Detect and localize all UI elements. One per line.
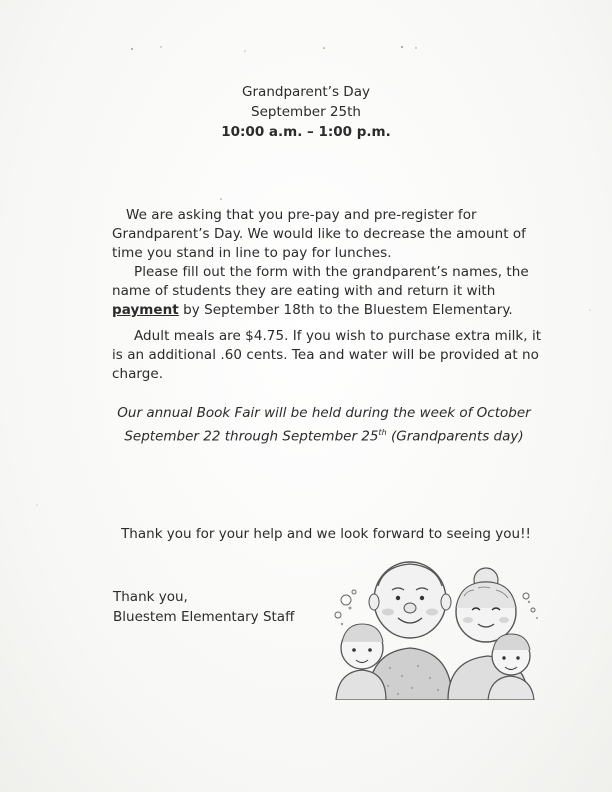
signoff-greeting: Thank you, <box>113 589 188 605</box>
book-fair-notice <box>0 403 612 447</box>
paragraph-prepay <box>112 206 542 263</box>
paragraph-form <box>112 263 542 320</box>
book-fair-line-2 <box>0 423 612 447</box>
event-time: 10:00 a.m. – 1:00 p.m. <box>221 124 391 140</box>
paragraph-prepay-text: We are asking that you pre-pay and pre-register for Grandparent’s Day. We would like to decrease the amount of time you stand in line to pay for lunches. <box>112 207 526 261</box>
event-header <box>0 82 612 142</box>
paragraph-form-text: Please fill out the form with the grandparent’s names, the name of students they are eating with and return it with <box>112 264 529 299</box>
paragraph-form-deadline: by September 18th to the Bluestem Elementary. <box>183 302 513 318</box>
event-title: Grandparent’s Day <box>242 84 370 100</box>
paragraph-meals <box>112 327 542 384</box>
signoff <box>113 587 294 627</box>
book-fair-note: (Grandparents day) <box>390 428 524 445</box>
book-fair-dates: September 22 through September 25 <box>124 428 379 445</box>
paragraph-meals-text: Adult meals are $4.75. If you wish to purchase extra milk, it is an additional .60 cents. Tea and water will be provided at no charge. <box>112 328 542 382</box>
book-fair-ordinal: th <box>378 428 387 437</box>
signoff-signature: Bluestem Elementary Staff <box>113 609 295 625</box>
book-fair-line-1: Our annual Book Fair will be held during the week of October <box>117 405 531 421</box>
grandparents-family-illustration <box>328 560 548 700</box>
event-date: September 25th <box>251 104 361 120</box>
payment-emphasis: payment <box>112 302 179 318</box>
thank-you-message: Thank you for your help and we look forward to seeing you!! <box>121 526 531 542</box>
